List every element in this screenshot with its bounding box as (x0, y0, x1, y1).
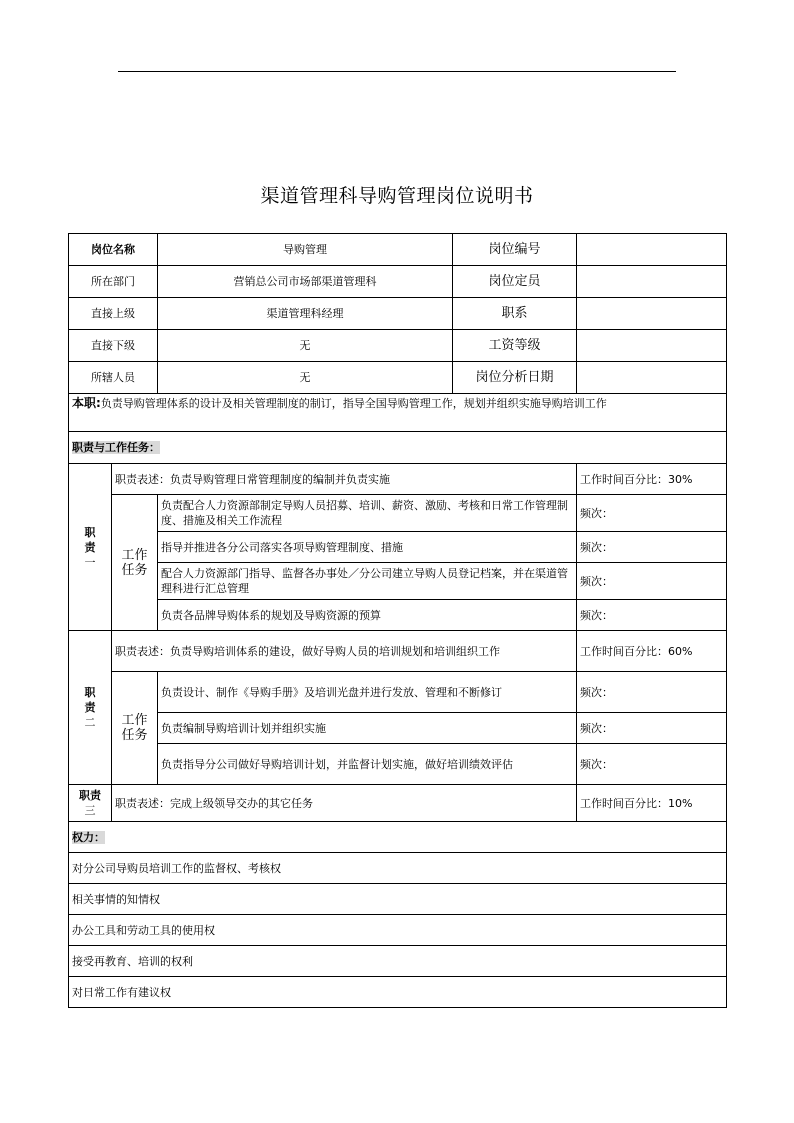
task-frequency: 频次： (577, 713, 727, 744)
job-description-table (68, 233, 727, 1008)
info-value-2 (577, 330, 727, 362)
info-row (69, 266, 727, 298)
task-frequency: 频次： (577, 563, 727, 600)
info-value: 渠道管理科经理 (158, 298, 453, 329)
info-label: 所辖人员 (69, 362, 158, 394)
duty-1-label: 职 责 一 (69, 464, 112, 631)
task-frequency: 频次： (577, 495, 727, 532)
responsibilities-header: 职责与工作任务： (72, 441, 160, 454)
task-frequency: 频次： (577, 744, 727, 785)
info-value: 导购管理 (158, 234, 453, 265)
info-value-2 (577, 298, 727, 330)
header-rule (118, 71, 676, 72)
task-row (69, 672, 727, 713)
authority-item: 对分公司导购员培训工作的监督权、考核权 (69, 853, 727, 884)
duty-statement: 职责表述：完成上级领导交办的其它任务 (112, 785, 577, 822)
task-frequency: 频次： (577, 600, 727, 631)
core-duty-row (69, 394, 727, 432)
info-value: 无 (158, 362, 453, 393)
task-row (69, 563, 727, 600)
info-label-2: 岗位编号 (488, 242, 541, 257)
info-row (69, 298, 727, 330)
authority-row (69, 977, 727, 1008)
duty-statement-row (69, 785, 727, 822)
task-text: 负责指导分公司做好导购培训计划，并监督计划实施，做好培训绩效评估 (158, 744, 577, 785)
task-frequency: 频次： (577, 672, 727, 713)
authority-item: 接受再教育、培训的权利 (69, 946, 727, 977)
duty-statement-row (69, 464, 727, 495)
task-row (69, 495, 727, 532)
time-percentage: 工作时间百分比：60% (577, 631, 727, 672)
info-value-2 (577, 234, 727, 266)
info-value-2 (577, 362, 727, 394)
task-text: 负责设计、制作《导购手册》及培训光盘并进行发放、管理和不断修订 (158, 672, 577, 713)
duty-2-label: 职 责 二 (69, 631, 112, 785)
authority-row (69, 915, 727, 946)
info-label: 所在部门 (69, 266, 158, 298)
info-label-2: 工资等级 (488, 338, 541, 353)
document-title: 渠道管理科导购管理岗位说明书 (260, 185, 534, 207)
authority-item: 对日常工作有建议权 (69, 977, 727, 1008)
authority-header-row (69, 822, 727, 853)
authority-row (69, 853, 727, 884)
duty-3-label: 职责 三 (69, 785, 112, 822)
authority-item: 办公工具和劳动工具的使用权 (69, 915, 727, 946)
task-row (69, 713, 727, 744)
task-text: 负责编制导购培训计划并组织实施 (158, 713, 577, 744)
info-row (69, 330, 727, 362)
work-tasks-label: 工作 任务 (112, 672, 158, 785)
time-percentage: 工作时间百分比：30% (577, 464, 727, 495)
duty-statement: 职责表述：负责导购培训体系的建设，做好导购人员的培训规划和培训组织工作 (112, 631, 577, 672)
task-text: 负责配合人力资源部制定导购人员招募、培训、薪资、激励、考核和日常工作管理制度、措施及相关工作流程 (158, 495, 577, 532)
duty-statement-row (69, 631, 727, 672)
authority-header: 权力： (72, 830, 105, 844)
task-frequency: 频次： (577, 532, 727, 563)
info-row (69, 234, 727, 266)
task-text: 指导并推进各分公司落实各项导购管理制度、措施 (158, 532, 577, 563)
info-label: 岗位名称 (69, 234, 158, 266)
authority-row (69, 884, 727, 915)
info-label-2: 岗位分析日期 (475, 370, 554, 385)
info-label: 直接下级 (69, 330, 158, 362)
responsibilities-header-row (69, 432, 727, 464)
info-label-2: 职系 (501, 306, 528, 321)
info-value-2 (577, 266, 727, 298)
core-duty-text: 负责导购管理体系的设计及相关管理制度的制订，指导全国导购管理工作，规划并组织实施导购培训工作 (100, 397, 607, 410)
authority-row (69, 946, 727, 977)
task-text: 负责各品牌导购体系的规划及导购资源的预算 (158, 600, 577, 631)
task-row (69, 532, 727, 563)
core-duty-label: 本职: (72, 396, 101, 410)
task-row (69, 600, 727, 631)
work-tasks-label: 工作 任务 (112, 495, 158, 631)
info-label-2: 岗位定员 (488, 274, 541, 289)
authority-item: 相关事情的知情权 (69, 884, 727, 915)
info-value: 营销总公司市场部渠道管理科 (158, 266, 453, 297)
task-text: 配合人力资源部门指导、监督各办事处／分公司建立导购人员登记档案，并在渠道管理科进行汇总管理 (158, 563, 577, 600)
task-row (69, 744, 727, 785)
duty-statement: 职责表述：负责导购管理日常管理制度的编制并负责实施 (112, 464, 577, 495)
info-label: 直接上级 (69, 298, 158, 330)
time-percentage: 工作时间百分比：10% (577, 785, 727, 822)
info-row (69, 362, 727, 394)
info-value: 无 (158, 330, 453, 361)
